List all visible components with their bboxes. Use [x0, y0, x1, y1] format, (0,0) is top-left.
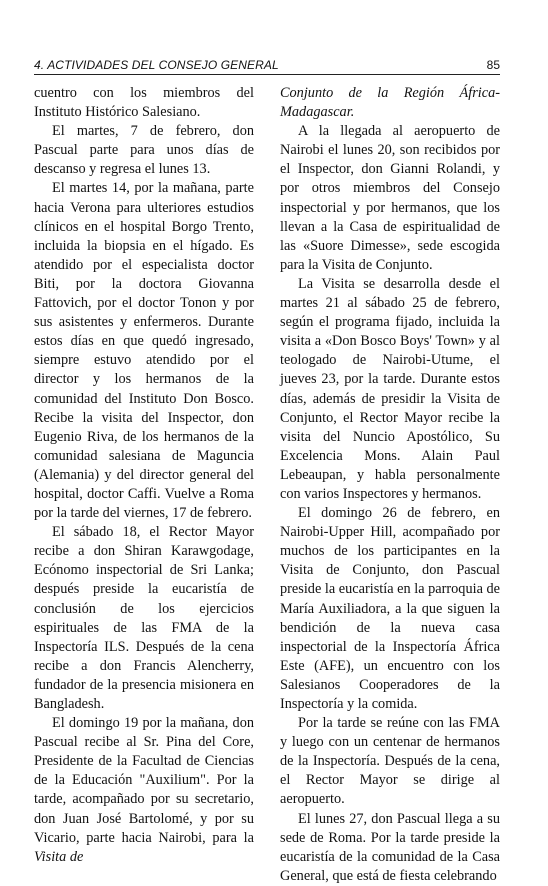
running-header	[34, 56, 500, 75]
paragraph-text: El domingo 19 por la mañana, don Pascual recibe al Sr. Pina del Core, Presidente de la Facultad de Ciencias de la Educación "Auxilium". Por la tarde, acompañado por su secretario, don Juan José Bartolomé, y por su Vicario, parte hacia Nairobi, para la	[34, 715, 254, 846]
paragraph: El sábado 18, el Rector Mayor recibe a don Shiran Karawgodage, Ecónomo inspectorial de Sri Lanka; después preside la eucaristía de conclusión de los ejercicios espirituales de las FMA de la Inspectoría ILS. Después de la cena recibe a don Francis Alencherry, fundador de la presencia misionera en Bangladesh.	[34, 524, 254, 712]
paragraph: A la llegada al aeropuerto de Nairobi el lunes 20, son recibidos por el Inspector, don Gianni Rolandi, y por otros miembros del Consejo inspectorial y por hermanos, que los llevan a la Casa de espiritualidad de las «Suore Dimesse», sede escogida para la Visita de Conjunto.	[280, 123, 500, 273]
paragraph	[34, 714, 254, 867]
paragraph: cuentro con los miembros del Instituto Histórico Salesiano.	[34, 85, 254, 121]
paragraph: El martes, 7 de febrero, don Pascual parte para unos días de descanso y regresa el lunes 13.	[34, 123, 254, 178]
paragraph: Conjunto de la Región África-Madagascar.	[280, 85, 500, 121]
paragraph: El lunes 27, don Pascual llega a su sede de Roma. Por la tarde preside la eucaristía de la comunidad de la Casa General, que está de fiesta celebrando	[280, 810, 500, 884]
paragraph: Por la tarde se reúne con las FMA y luego con un centenar de hermanos de la Inspectoría. Después de la cena, el Rector Mayor se dirige al aeropuerto.	[280, 715, 500, 808]
paragraph: El martes 14, por la mañana, parte hacia Verona para ulteriores estudios clínicos en el hospital Borgo Trento, incluida la biopsia en el hígado. Es atendido por el especialista doctor Biti, por la doctora Giovanna Fattovich, por el doctor Tonon y por sus asistentes y enfermeros. Durante estos días en que quedó ingresado, siempre estuvo atendido por el director y los hermanos de la comunidad del Instituto Don Bosco. Recibe la visita del Inspector, don Eugenio Riva, de los hermanos de la comunidad salesiana de Maguncia (Alemania) y del director general del hospital, doctor Caffi. Vuelve a Roma por la tarde del viernes, 17 de febrero.	[34, 180, 254, 522]
page-number: 85	[486, 58, 500, 72]
section-title: 4. ACTIVIDADES DEL CONSEJO GENERAL	[34, 58, 279, 72]
right-column	[280, 84, 500, 886]
paragraph: El domingo 26 de febrero, en Nairobi-Upper Hill, acompañado por muchos de los participantes en la Visita de Conjunto, don Pascual preside la eucaristía en la parroquia de María Auxiliadora, a la que siguen la bendición de la nueva casa inspectorial de la Inspectoría África Este (AFE), un encuentro con los Salesianos Cooperadores de la Inspectoría y la comida.	[280, 505, 500, 712]
left-column	[34, 84, 254, 867]
italic-text: Visita de	[34, 848, 84, 865]
paragraph: La Visita se desarrolla desde el martes 21 al sábado 25 de febrero, según el programa fijado, incluida la visita a «Don Bosco Boys' Town» y al teologado de Nairobi-Utume, el jueves 23, por la tarde. Durante estos días, además de presidir la Visita de Conjunto, el Rector Mayor recibe la visita del Nuncio Apostólico, Su Excelencia Mons. Alain Paul Lebeaupan, y habla personalmente con varios Inspectores y hermanos.	[280, 275, 500, 502]
